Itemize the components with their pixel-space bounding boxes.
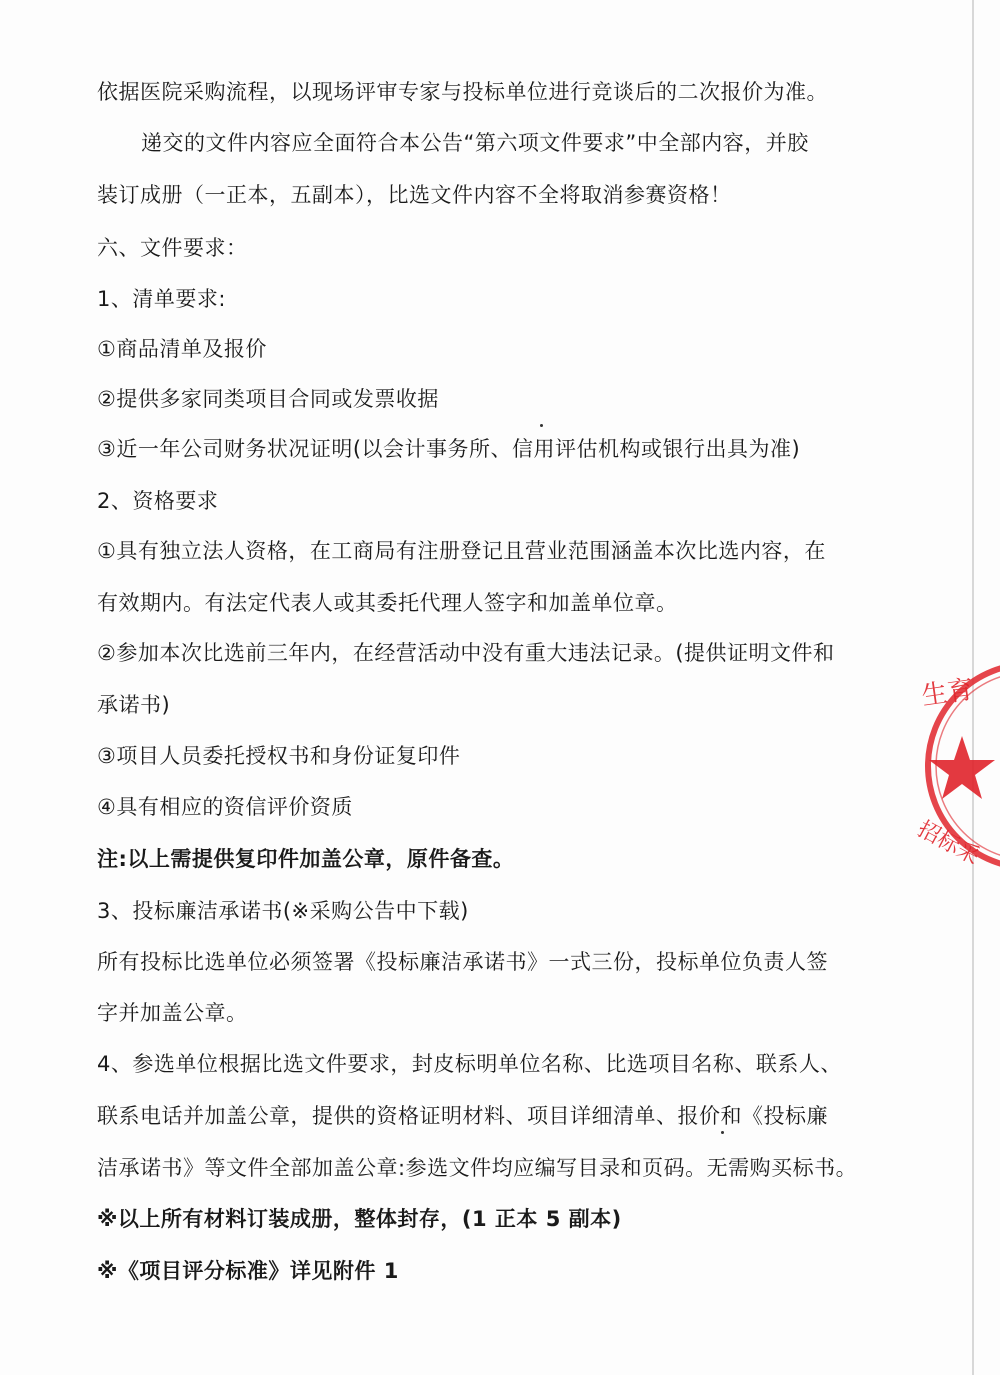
list-item-legal-entity: ①具有独立法人资格，在工商局有注册登记且营业范围涵盖本次比选内容，在 [97, 539, 826, 563]
note-copies: 注:以上需提供复印件加盖公章，原件备查。 [97, 847, 515, 871]
note-scoring-standard: ※《项目评分标准》详见附件 1 [97, 1259, 399, 1283]
list-item-goods-list: ①商品清单及报价 [97, 337, 267, 361]
official-seal-partial [912, 656, 1000, 876]
section-heading-file-requirements: 六、文件要求： [97, 236, 248, 260]
list-item-no-violations: ②参加本次比选前三年内，在经营活动中没有重大违法记录。(提供证明文件和 [97, 641, 835, 665]
svg-text:招标采: 招标采 [913, 816, 984, 870]
list-item-authorization: ③项目人员委托授权书和身份证复印件 [97, 744, 461, 768]
note-sealed-binding: ※以上所有材料订装成册，整体封存，(1 正本 5 副本) [97, 1207, 622, 1231]
list-item-legal-entity-cont: 有效期内。有法定代表人或其委托代理人签字和加盖单位章。 [97, 591, 678, 615]
list-item-contracts: ②提供多家同类项目合同或发票收据 [97, 387, 439, 411]
scan-speck [721, 1131, 724, 1134]
scan-speck [540, 424, 543, 427]
subsection-heading-integrity: 3、投标廉洁承诺书(※采购公告中下载) [97, 899, 469, 923]
text-line-cover-requirements-3: 洁承诺书》等文件全部加盖公章:参选文件均应编写目录和页码。无需购买标书。 [97, 1156, 858, 1180]
seal-stamp-icon [912, 656, 1000, 876]
svg-text:生育: 生育 [919, 674, 976, 712]
subsection-heading-qualification: 2、资格要求 [97, 489, 219, 513]
subsection-heading-list: 1、清单要求: [97, 287, 226, 311]
text-line-cover-requirements-2: 联系电话并加盖公章，提供的资格证明材料、项目详细清单、报价和《投标廉 [97, 1104, 828, 1128]
text-line-binding: 装订成册（一正本，五副本），比选文件内容不全将取消参赛资格！ [97, 183, 732, 207]
list-item-financial-proof: ③近一年公司财务状况证明(以会计事务所、信用评估机构或银行出具为准) [97, 437, 801, 461]
text-line-integrity-sign: 所有投标比选单位必须签署《投标廉洁承诺书》一式三份，投标单位负责人签 [97, 950, 828, 974]
text-line-submit-requirement: 递交的文件内容应全面符合本公告“第六项文件要求”中全部内容，并胶 [141, 131, 809, 155]
list-item-credit-rating: ④具有相应的资信评价资质 [97, 795, 353, 819]
text-line-cover-requirements: 4、参选单位根据比选文件要求，封皮标明单位名称、比选项目名称、联系人、 [97, 1052, 842, 1076]
text-line-integrity-sign-cont: 字并加盖公章。 [97, 1001, 248, 1025]
text-line-procurement: 依据医院采购流程，以现场评审专家与投标单位进行竞谈后的二次报价为准。 [97, 80, 828, 104]
list-item-no-violations-cont: 承诺书) [97, 693, 171, 717]
